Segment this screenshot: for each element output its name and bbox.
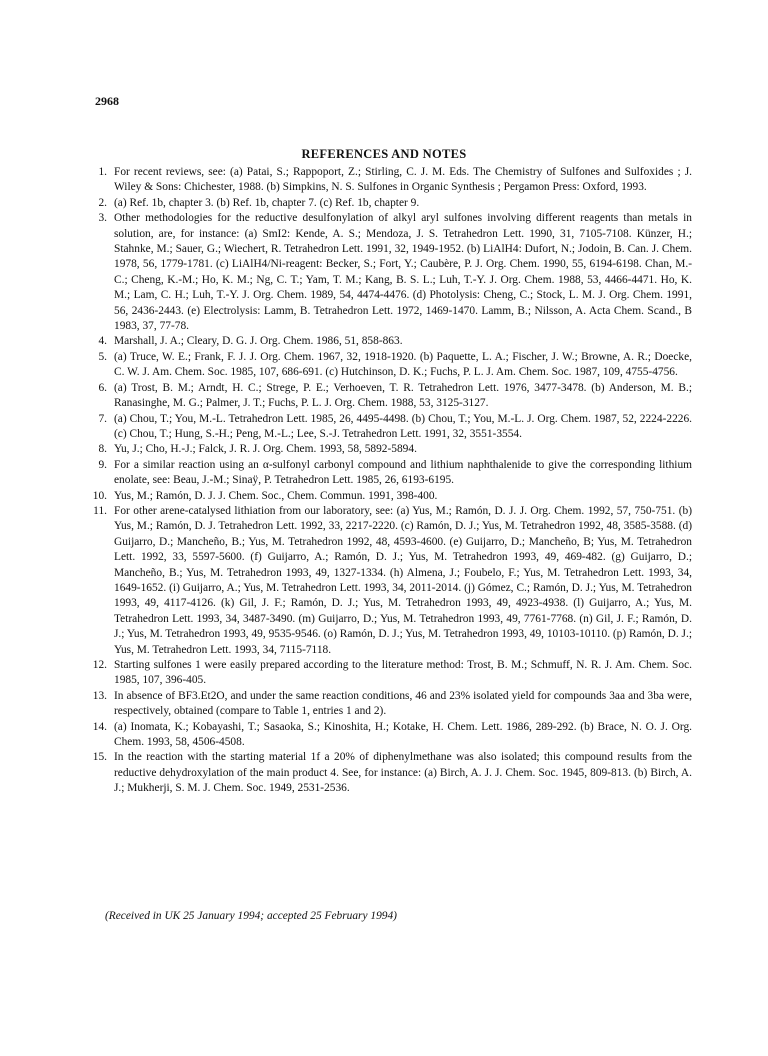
reference-number: 11. [93, 504, 107, 517]
reference-number: 5. [98, 350, 107, 363]
reference-number: 1. [98, 166, 107, 178]
reference-text: (a) Ref. 1b, chapter 3. (b) Ref. 1b, chapter 7. (c) Ref. 1b, chapter 9. [114, 196, 420, 209]
reference-item [92, 442, 692, 457]
reference-number: 7. [98, 412, 107, 425]
reference-number: 15. [92, 751, 107, 764]
reference-number: 12. [92, 659, 107, 671]
reference-text: (a) Truce, W. E.; Frank, F. J. J. Org. Chem. 1967, 32, 1918-1920. (b) Paquette, L. A.; Fischer, J. W.; Browne, A. R.; Doecke, C. W. J. Am. Chem. Soc. 1985, 107, 686-691. (c) Hutchinson, D. K.; Fuchs, P. L. J. Am. Chem. Soc. 1987, 109, 4755-4756. [114, 350, 692, 379]
reference-number: 6. [98, 381, 107, 394]
reference-item [92, 211, 692, 334]
reference-item [92, 412, 692, 443]
page-number: 2968 [95, 94, 119, 108]
reference-text: Starting sulfones 1 were easily prepared according to the literature method: Trost, B. M.; Schmuff, N. R. J. Am. Chem. Soc. 1985, 107, 396-405. [114, 659, 692, 687]
reference-number: 8. [98, 443, 107, 456]
reference-number: 4. [98, 335, 107, 348]
reference-item [92, 350, 692, 381]
reference-item [92, 504, 692, 658]
reference-item [92, 165, 692, 196]
reference-number: 9. [98, 458, 107, 471]
reference-item [92, 750, 692, 796]
reference-text: For a similar reaction using an α-sulfonyl carbonyl compound and lithium naphthalenide to give the corresponding lithium enolate, see: Beau, J.-M.; Sinaÿ, P. Tetrahedron Lett. 1985, 26, 6193-6195. [114, 458, 692, 487]
reference-item [92, 381, 692, 412]
reference-item [92, 489, 692, 504]
reference-text: Yu, J.; Cho, H.-J.; Falck, J. R. J. Org. Chem. 1993, 58, 5892-5894. [114, 443, 417, 456]
reference-text: For recent reviews, see: (a) Patai, S.; Rappoport, Z.; Stirling, C. J. M. Eds. The Chemistry of Sulfones and Sulfoxides ; J. Wiley & Sons: Chichester, 1988. (b) Simpkins, N. S. Sulfones in Organic Synthesis ; Pergamon Press: Oxford, 1993. [114, 166, 692, 194]
reference-item [92, 658, 692, 689]
reference-text: Other methodologies for the reductive desulfonylation of alkyl aryl sulfones involving different reagents than metals in solution, are, for instance: (a) SmI2: Kende, A. S.; Mendoza, J. S. Tetrahedron Lett. 1990, 31, 7105-7108. Künzer, H.; Stahnke, M.; Sauer, G.; Wiechert, R. Tetrahedron Lett. 1991, 32, 1949-1952. (b) LiAlH4: Dufort, N.; Jodoin, B. Can. J. Chem. 1978, 56, 1779-1781. (c) LiAlH4/Ni-reagent: Becker, S.; Fort, Y.; Caubère, P. J. Org. Chem. 1990, 55, 6194-6198. Chan, M.-C.; Cheng, K.-M.; Ho, K. M.; Ng, C. T.; Yam, T. M.; Kang, B. S. L.; Luh, T.-Y. J. Org. Chem. 1988, 53, 4466-4471. Ho, K. M.; Lam, C. H.; Luh, T.-Y. J. Org. Chem. 1989, 54, 4474-4476. (d) Photolysis: Cheng, C.; Stock, L. M. J. Org. Chem. 1991, 56, 2436-2443. (e) Electrolysis: Lamm, B. Tetrahedron Lett. 1972, 1469-1470. Lamm, B.; Nilsson, A. Acta Chem. Scand., B 1983, 37, 77-78. [114, 212, 692, 333]
reference-number: 14. [92, 720, 107, 733]
reference-item [92, 689, 692, 720]
reference-item [92, 334, 692, 349]
reference-item [92, 720, 692, 751]
reference-number: 3. [98, 212, 107, 225]
reference-text: (a) Inomata, K.; Kobayashi, T.; Sasaoka, S.; Kinoshita, H.; Kotake, H. Chem. Lett. 1986, 289-292. (b) Brace, N. O. J. Org. Chem. 1993, 58, 4506-4508. [114, 720, 692, 749]
reference-text: (a) Chou, T.; You, M.-L. Tetrahedron Lett. 1985, 26, 4495-4498. (b) Chou, T.; You, M.-L. J. Org. Chem. 1987, 52, 2224-2226. (c) Chou, T.; Hung, S.-H.; Peng, M.-L.; Lee, S.-J. Tetrahedron Lett. 1991, 32, 3551-3554. [114, 412, 692, 440]
reference-number: 10. [92, 489, 107, 502]
reference-text: Yus, M.; Ramón, D. J. J. Chem. Soc., Chem. Commun. 1991, 398-400. [114, 489, 438, 502]
reference-number: 13. [92, 689, 107, 702]
reference-item [92, 458, 692, 489]
received-note: (Received in UK 25 January 1994; accepted 25 February 1994) [105, 910, 397, 922]
reference-text: For other arene-catalysed lithiation from our laboratory, see: (a) Yus, M.; Ramón, D. J. J. Org. Chem. 1992, 57, 750-751. (b) Yus, M.; Ramón, D. J. Tetrahedron Lett. 1992, 33, 2217-2220. (c) Ramón, D. J.; Yus, M. Tetrahedron 1992, 48, 3585-3588. (d) Guijarro, D.; Mancheño, B.; Yus, M. Tetrahedron 1992, 48, 4593-4600. (e) Guijarro, D.; Mancheño, B; Yus, M. Tetrahedron Lett. 1992, 33, 5597-5600. (f) Guijarro, A.; Ramón, D. J.; Yus, M. Tetrahedron 1993, 49, 469-482. (g) Guijarro, D.; Mancheño, B.; Yus, M. Tetrahedron 1993, 49, 1327-1334. (h) Almena, J.; Foubelo, F.; Yus, M. Tetrahedron Lett. 1993, 34, 1649-1652. (i) Guijarro, A.; Yus, M. Tetrahedron Lett. 1993, 34, 2011-2014. (j) Gómez, C.; Ramón, D. J.; Yus, M. Tetrahedron 1993, 49, 4117-4126. (k) Gil, J. F.; Ramón, D. J.; Yus, M. Tetrahedron 1993, 49, 4923-4938. (l) Guijarro, A.; Yus, M. Tetrahedron Lett. 1993, 34, 3487-3490. (m) Guijarro, D.; Yus, M. Tetrahedron 1993, 49, 7761-7768. (n) Gil, J. F.; Ramón, D. J.; Yus, M. Tetrahedron 1993, 49, 9535-9546. (o) Ramón, D. J.; Yus, M. Tetrahedron 1993, 49, 10103-10110. (p) Ramón, D. J.; Yus, M. Tetrahedron Lett. 1993, 34, 7115-7118. [114, 504, 692, 656]
reference-number: 2. [98, 196, 107, 209]
reference-item [92, 196, 692, 211]
reference-text: In absence of BF3.Et2O, and under the same reaction conditions, 46 and 23% isolated yield for compounds 3aa and 3ba were, respectively, obtained (compare to Table 1, entries 1 and 2). [114, 689, 692, 718]
reference-list [92, 165, 692, 797]
section-heading: REFERENCES AND NOTES [301, 147, 467, 161]
reference-text: In the reaction with the starting material 1f a 20% of diphenylmethane was also isolated; this compound results from the reductive dehydroxylation of the main product 4. See, for instance: (a) Birch, A. J. J. Chem. Soc. 1945, 809-813. (b) Birch, A. J.; Mukherji, S. M. J. Chem. Soc. 1949, 2531-2536. [114, 751, 692, 795]
reference-text: (a) Trost, B. M.; Arndt, H. C.; Strege, P. E.; Verhoeven, T. R. Tetrahedron Lett. 1976, 3477-3478. (b) Anderson, M. B.; Ranasinghe, M. G.; Palmer, J. T.; Fuchs, P. L. J. Org. Chem. 1988, 53, 3125-3127. [114, 381, 692, 410]
reference-text: Marshall, J. A.; Cleary, D. G. J. Org. Chem. 1986, 51, 858-863. [114, 335, 403, 348]
